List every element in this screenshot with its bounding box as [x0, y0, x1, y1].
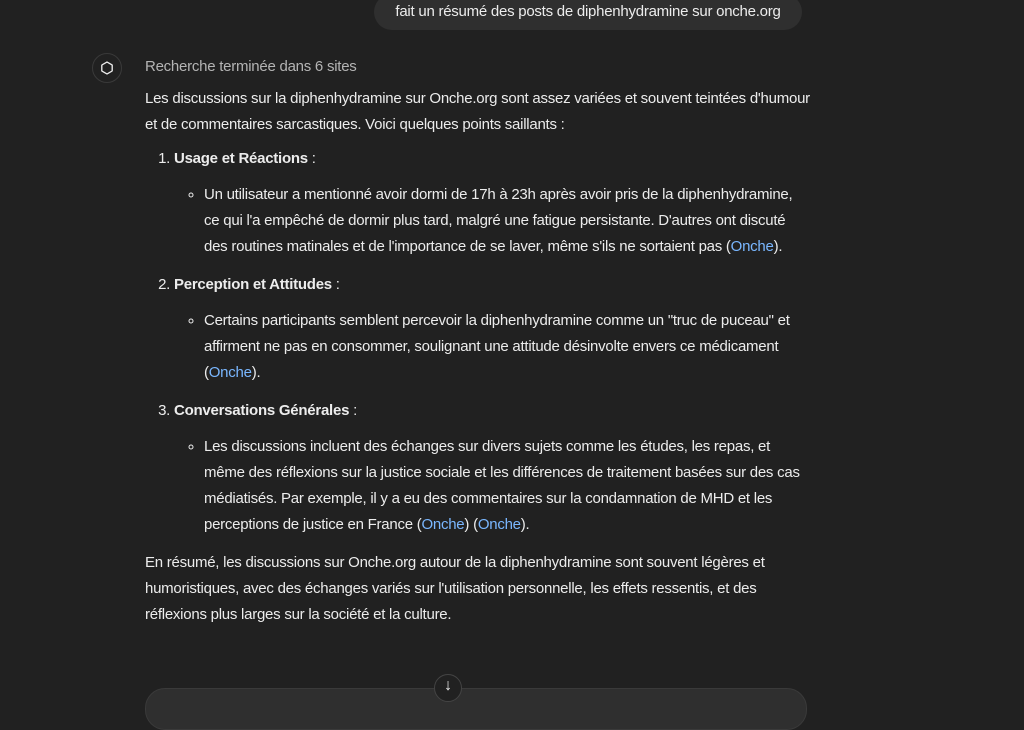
- bullet-text: Les discussions incluent des échanges sur divers sujets comme les études, les repas, et même des réflexions sur la justice sociale et les différences de traitement basées sur des cas médiatisés. Par exemple, il y a eu des commentaires sur la condamnation de MHD et les perceptions de justice en France (: [204, 438, 800, 533]
- source-link[interactable]: Onche: [208, 364, 252, 381]
- assistant-message: [145, 54, 810, 628]
- section-suffix: :: [349, 402, 358, 419]
- section-title: Perception et Attitudes: [174, 276, 332, 293]
- source-link[interactable]: Onche: [421, 516, 465, 533]
- section-title: Conversations Générales: [174, 402, 350, 419]
- bullet-end: ).: [251, 364, 261, 381]
- bullet-item: [204, 182, 810, 260]
- list-item: [174, 146, 810, 260]
- points-list: [145, 146, 810, 538]
- user-message-bubble: [374, 0, 802, 30]
- search-status[interactable]: Recherche terminée dans 6 sites: [145, 58, 357, 75]
- intro-paragraph: Les discussions sur la diphenhydramine sur Onche.org sont assez variées et souvent teintées d'humour et de commentaires sarcastiques. Voici quelques points saillants :: [145, 90, 810, 133]
- bullet-item: [204, 434, 810, 538]
- section-suffix: :: [307, 150, 316, 167]
- list-item: [174, 398, 810, 538]
- bullet-end: ).: [520, 516, 530, 533]
- scroll-down-button[interactable]: [434, 674, 462, 702]
- bullet-text: Certains participants semblent percevoir la diphenhydramine comme un "truc de puceau" et affirment ne pas en consommer, soulignant une attitude désinvolte envers ce médicament (: [204, 312, 790, 381]
- message-composer[interactable]: [145, 688, 807, 730]
- bullet-end: ).: [773, 238, 783, 255]
- source-link[interactable]: Onche: [477, 516, 521, 533]
- bullet-item: [204, 308, 810, 386]
- summary-paragraph: En résumé, les discussions sur Onche.org autour de la diphenhydramine sont souvent légères et humoristiques, avec des échanges variés sur l'utilisation personnelle, les effets ressentis, et des réflexions plus larges sur la société et la culture.: [145, 554, 765, 623]
- arrow-down-icon: ↓: [444, 677, 452, 694]
- bullet-text: Un utilisateur a mentionné avoir dormi de 17h à 23h après avoir pris de la diphenhydramine, ce qui l'a empêché de dormir plus tard, malgré une fatigue persistante. D'autres ont discuté des routines matinales et de l'importance de se laver, même s'ils ne sortaient pas (: [204, 186, 793, 255]
- source-link[interactable]: Onche: [730, 238, 774, 255]
- openai-logo-icon: [98, 59, 116, 77]
- section-suffix: :: [331, 276, 340, 293]
- user-message-text: fait un résumé des posts de diphenhydramine sur onche.org: [395, 3, 781, 20]
- list-item: [174, 272, 810, 386]
- section-title: Usage et Réactions: [174, 150, 308, 167]
- bullet-mid: ) (: [464, 516, 478, 533]
- assistant-avatar: [92, 53, 122, 83]
